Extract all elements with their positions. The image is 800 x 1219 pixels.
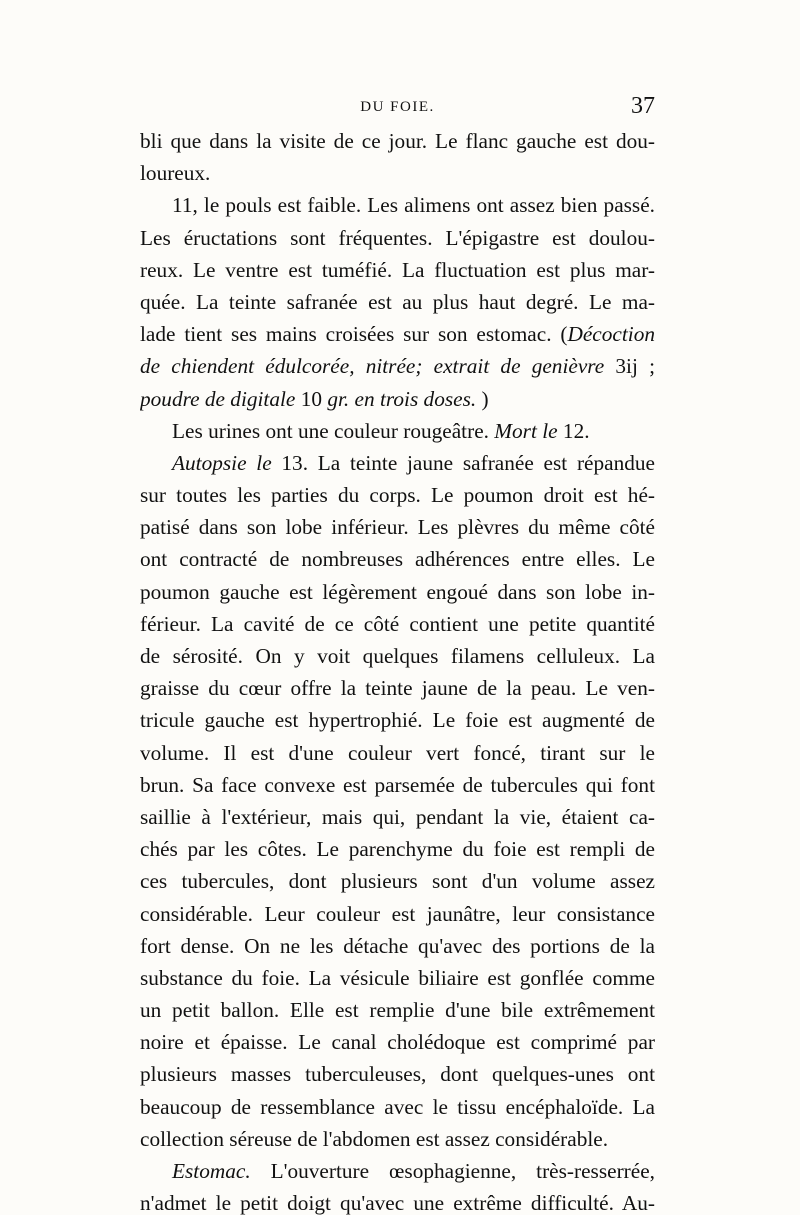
text-line (140, 576, 655, 608)
text-line (140, 350, 655, 382)
text-segment: collection séreuse de l'abdomen est assez considérable. (140, 1126, 609, 1151)
text-segment: 11, le pouls est faible. Les alimens ont assez bien passé. (172, 193, 655, 218)
text-segment: L'ouverture œsophagienne, très-resserrée, (250, 1159, 655, 1183)
text-line (140, 415, 655, 447)
text-line (140, 672, 655, 704)
body-text (140, 125, 655, 1219)
text-segment: chés par les côtes. Le parenchyme du foie est rempli de (140, 837, 655, 862)
text-segment: 13. La teinte jaune safranée est répandue (281, 450, 655, 475)
text-segment: fort dense. On ne les détache qu'avec des portions de la (140, 933, 655, 958)
text-segment: bli que dans la visite de ce jour. Le flanc gauche est dou- (140, 129, 655, 153)
italic-text: Autopsie le (172, 450, 282, 475)
text-line (140, 1155, 655, 1187)
text-segment: 12. (562, 418, 590, 443)
text-line (140, 157, 655, 189)
text-segment: 10 (300, 386, 328, 411)
text-line (140, 930, 655, 962)
text-segment: 3ij ; (615, 354, 655, 379)
text-line (140, 189, 655, 221)
italic-text: Estomac. (172, 1159, 251, 1183)
running-head (140, 95, 655, 125)
text-line (140, 898, 655, 930)
text-segment: ) (476, 386, 489, 411)
text-line (140, 833, 655, 865)
text-segment: tricule gauche est hypertrophié. Le foie est augmenté de (140, 708, 655, 733)
text-line (140, 125, 655, 157)
text-line (140, 737, 655, 769)
text-line (140, 640, 655, 672)
text-line (140, 608, 655, 640)
text-line (140, 1058, 655, 1090)
italic-text: Mort le (494, 418, 563, 443)
text-segment: un petit ballon. Elle est remplie d'une bile extrêmement (140, 998, 655, 1023)
text-segment: quée. La teinte safranée est au plus haut degré. Le ma- (140, 289, 655, 314)
text-line (140, 286, 655, 318)
text-line (140, 222, 655, 254)
text-line (140, 383, 655, 415)
text-line (140, 479, 655, 511)
text-line (140, 994, 655, 1026)
text-line (140, 1187, 655, 1219)
text-line (140, 1026, 655, 1058)
text-segment: patisé dans son lobe inférieur. Les plèvres du même côté (140, 515, 655, 540)
text-line (140, 865, 655, 897)
text-segment: noire et épaisse. Le canal cholédoque est comprimé par (140, 1030, 655, 1055)
page-number: 37 (631, 93, 655, 119)
text-segment: Les urines ont une couleur rougeâtre. (172, 418, 495, 443)
text-segment: poumon gauche est légèrement engoué dans son lobe in- (140, 579, 655, 604)
text-line (140, 543, 655, 575)
text-line (140, 1091, 655, 1123)
text-segment: saillie à l'extérieur, mais qui, pendant la vie, étaient ca- (140, 804, 655, 829)
text-line (140, 704, 655, 736)
text-line (140, 769, 655, 801)
text-segment: reux. Le ventre est tuméfié. La fluctuation est plus mar- (140, 257, 655, 282)
text-segment: graisse du cœur offre la teinte jaune de la peau. Le ven- (140, 676, 655, 701)
text-segment: plusieurs masses tuberculeuses, dont quelques-unes ont (140, 1062, 655, 1087)
text-segment: férieur. La cavité de ce côté contient une petite quantité (140, 611, 655, 636)
italic-text: Décoction (567, 322, 655, 347)
text-line (140, 511, 655, 543)
text-line (140, 962, 655, 994)
text-segment: Les éructations sont fréquentes. L'épigastre est doulou- (140, 225, 655, 250)
text-line (140, 801, 655, 833)
running-title: DU FOIE. (360, 99, 435, 115)
text-segment: beaucoup de ressemblance avec le tissu encéphaloïde. La (140, 1094, 655, 1119)
italic-text: poudre de digitale (140, 386, 301, 411)
text-segment: considérable. Leur couleur est jaunâtre, leur consistance (140, 901, 655, 926)
text-line (140, 1123, 655, 1155)
text-segment: lade tient ses mains croisées sur son estomac. ( (140, 322, 568, 347)
italic-text: de chiendent édulcorée, nitrée; extrait de genièvre (140, 354, 616, 379)
text-segment: sur toutes les parties du corps. Le poumon droit est hé- (140, 483, 655, 508)
text-line (140, 254, 655, 286)
text-segment: n'admet le petit doigt qu'avec une extrême difficulté. Au- (140, 1191, 655, 1216)
text-segment: loureux. (140, 161, 211, 186)
text-segment: volume. Il est d'une couleur vert foncé, tirant sur le (140, 740, 655, 765)
text-line (140, 447, 655, 479)
text-segment: ont contracté de nombreuses adhérences entre elles. Le (140, 547, 655, 572)
text-segment: brun. Sa face convexe est parsemée de tubercules qui font (140, 772, 655, 797)
text-segment: de sérosité. On y voit quelques filamens celluleux. La (140, 644, 655, 668)
text-segment: substance du foie. La vésicule biliaire est gonflée comme (140, 965, 655, 990)
text-segment: ces tubercules, dont plusieurs sont d'un volume assez (140, 869, 655, 894)
italic-text: gr. en trois doses. (327, 386, 477, 411)
text-line (140, 318, 655, 350)
